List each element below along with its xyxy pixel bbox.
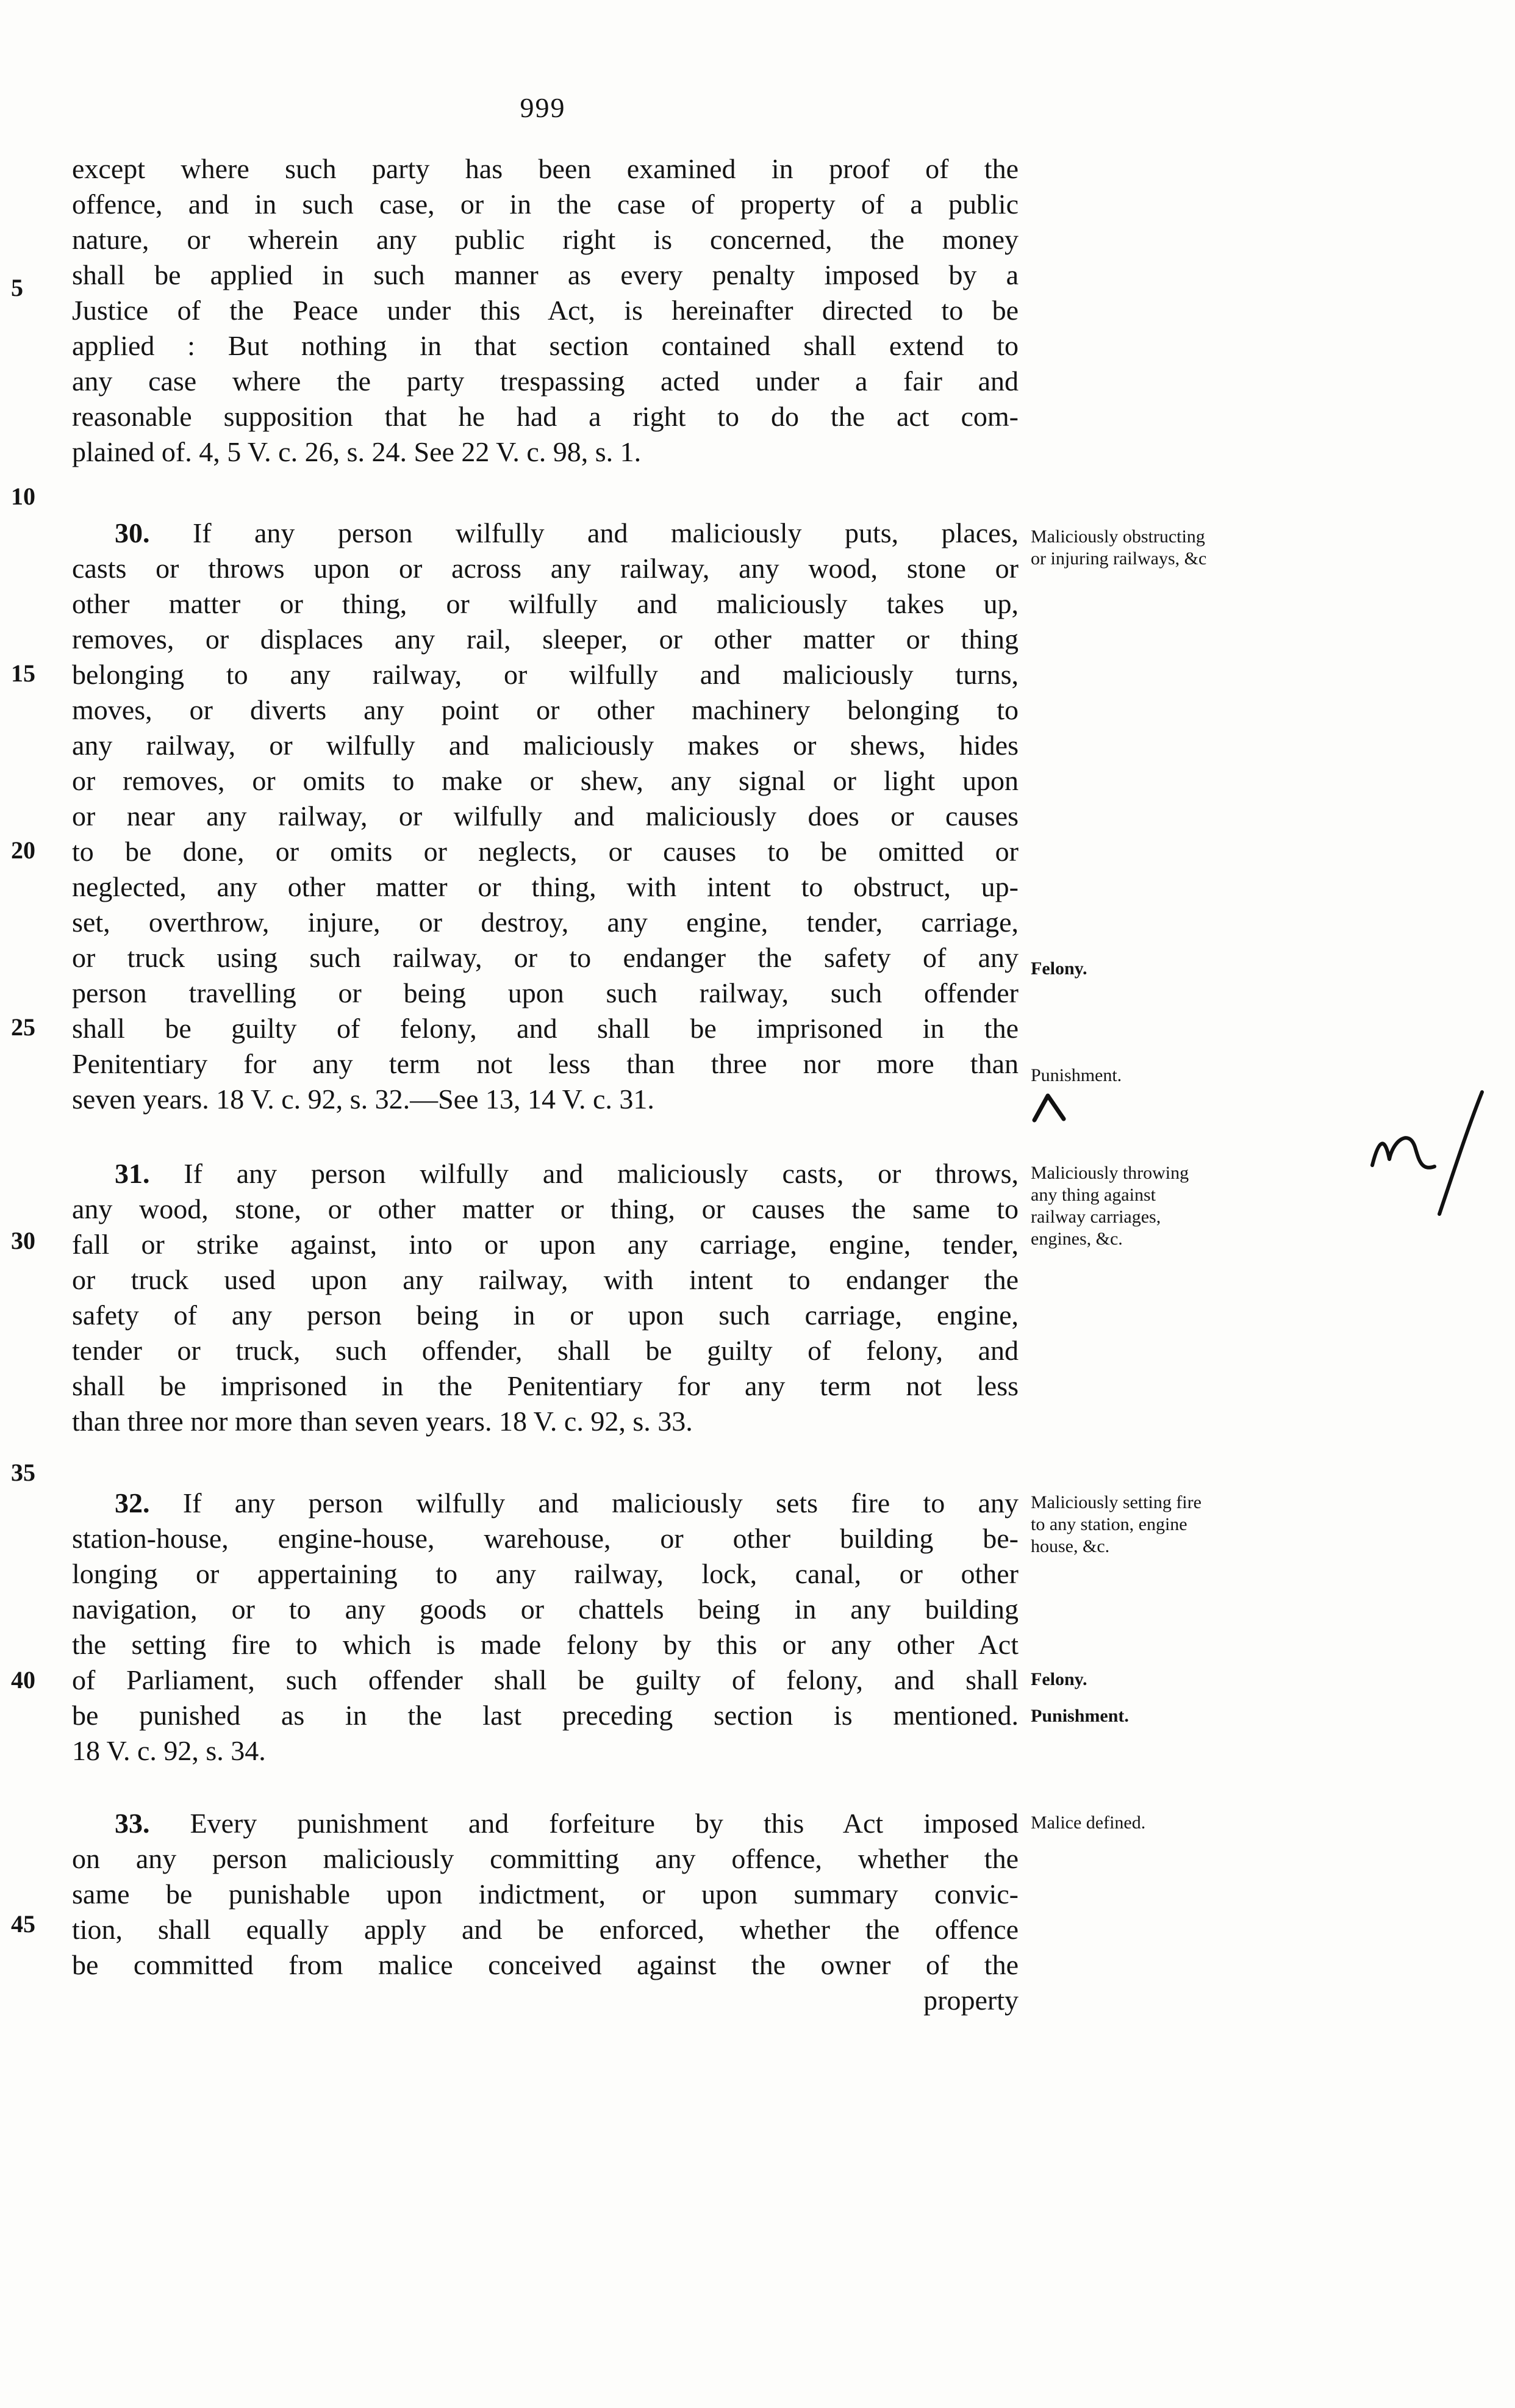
section-33 bbox=[72, 1806, 1019, 2018]
margin-note-s30-punishment: Punishment. bbox=[1031, 1065, 1122, 1085]
line-number: 25 bbox=[11, 1013, 35, 1041]
text-line: seven years. 18 V. c. 92, s. 32.—See 13, 14 V. c. 31. bbox=[72, 1084, 654, 1115]
text-line: applied : But nothing in that section contained shall extend to bbox=[72, 330, 1019, 361]
text-line: shall be applied in such manner as every penalty imposed by a bbox=[72, 259, 1019, 290]
line-text: If any person wilfully and maliciously sets fire to any bbox=[182, 1487, 1019, 1518]
text-line: the setting fire to which is made felony by this or any other Act bbox=[72, 1629, 1019, 1660]
text-line: to be done, or omits or neglects, or causes to be omitted or bbox=[72, 836, 1019, 867]
text-line: or truck using such railway, or to endanger the safety of any bbox=[72, 942, 1019, 973]
text-line: any wood, stone, or other matter or thing, or causes the same to bbox=[72, 1193, 1019, 1224]
text-line: navigation, or to any goods or chattels being in any building bbox=[72, 1594, 1019, 1625]
text-line: offence, and in such case, or in the case of property of a public bbox=[72, 189, 1019, 220]
text-line: or near any railway, or wilfully and maliciously does or causes bbox=[72, 800, 1019, 832]
text-line: other matter or thing, or wilfully and maliciously takes up, bbox=[72, 588, 1019, 619]
line-number: 20 bbox=[11, 836, 35, 864]
text-line bbox=[72, 1156, 1019, 1191]
text-line: tender or truck, such offender, shall be guilty of felony, and bbox=[72, 1335, 1019, 1366]
page-number: 999 bbox=[520, 92, 566, 123]
text-line: or removes, or omits to make or shew, any signal or light upon bbox=[72, 765, 1019, 796]
text-line: set, overthrow, injure, or destroy, any engine, tender, carriage, bbox=[72, 907, 1019, 938]
text-line: removes, or displaces any rail, sleeper, or other matter or thing bbox=[72, 624, 1019, 655]
text-line: Justice of the Peace under this Act, is hereinafter directed to be bbox=[72, 295, 1019, 326]
line-text: If any person wilfully and maliciously casts, or throws, bbox=[184, 1158, 1019, 1189]
text-line: 18 V. c. 92, s. 34. bbox=[72, 1735, 266, 1766]
line-number: 45 bbox=[11, 1910, 35, 1938]
text-line: casts or throws upon or across any railway, any wood, stone or bbox=[72, 553, 1019, 584]
paragraph-continuation bbox=[72, 151, 1019, 470]
text-line: Penitentiary for any term not less than three nor more than bbox=[72, 1048, 1019, 1079]
line-number: 15 bbox=[11, 660, 35, 687]
section-32 bbox=[72, 1486, 1019, 1769]
section-number: 33. bbox=[115, 1808, 150, 1839]
caret-mark-icon bbox=[1031, 1092, 1067, 1123]
catchword: property bbox=[923, 1985, 1019, 2016]
line-text: Every punishment and forfeiture by this Act imposed bbox=[190, 1808, 1019, 1839]
text-line: neglected, any other matter or thing, with intent to obstruct, up- bbox=[72, 871, 1019, 902]
text-line: be punished as in the last preceding section is mentioned. bbox=[72, 1700, 1019, 1731]
text-line: tion, shall equally apply and be enforced, whether the offence bbox=[72, 1914, 1019, 1945]
line-text: If any person wilfully and maliciously puts, places, bbox=[192, 517, 1019, 548]
margin-note-s32-punishment: Punishment. bbox=[1031, 1706, 1129, 1726]
text-line: reasonable supposition that he had a right to do the act com- bbox=[72, 401, 1019, 432]
margin-note-s31-heading: Maliciously throwing any thing against railway carriages, engines, &c. bbox=[1031, 1163, 1189, 1249]
text-line: same be punishable upon indictment, or upon summary convic- bbox=[72, 1878, 1019, 1910]
section-number: 30. bbox=[115, 517, 150, 548]
text-line: shall be imprisoned in the Penitentiary for any term not less bbox=[72, 1370, 1019, 1401]
text-line: station-house, engine-house, warehouse, or other building be- bbox=[72, 1523, 1019, 1554]
text-line bbox=[72, 516, 1019, 551]
text-line: or truck used upon any railway, with intent to endanger the bbox=[72, 1264, 1019, 1295]
margin-note-s32-heading: Maliciously setting fire to any station, engine house, &c. bbox=[1031, 1492, 1202, 1556]
line-number: 40 bbox=[11, 1666, 35, 1694]
text-line: moves, or diverts any point or other machinery belonging to bbox=[72, 694, 1019, 725]
text-line: nature, or wherein any public right is concerned, the money bbox=[72, 224, 1019, 255]
text-line: fall or strike against, into or upon any carriage, engine, tender, bbox=[72, 1229, 1019, 1260]
text-line: belonging to any railway, or wilfully and maliciously turns, bbox=[72, 659, 1019, 690]
handwritten-mark-icon bbox=[1366, 1086, 1500, 1220]
section-31 bbox=[72, 1156, 1019, 1439]
margin-note-s30-heading: Maliciously obstructing or injuring railways, &c bbox=[1031, 527, 1207, 569]
text-line bbox=[72, 1806, 1019, 1841]
line-number: 10 bbox=[11, 483, 35, 510]
text-line: be committed from malice conceived against the owner of the bbox=[72, 1949, 1019, 1980]
text-line: shall be guilty of felony, and shall be imprisoned in the bbox=[72, 1013, 1019, 1044]
text-line: person travelling or being upon such railway, such offender bbox=[72, 977, 1019, 1008]
text-line: safety of any person being in or upon such carriage, engine, bbox=[72, 1299, 1019, 1331]
section-number: 31. bbox=[115, 1158, 150, 1189]
text-line: any railway, or wilfully and maliciously makes or shews, hides bbox=[72, 730, 1019, 761]
text-line: any case where the party trespassing acted under a fair and bbox=[72, 365, 1019, 397]
margin-note-s33-heading: Malice defined. bbox=[1031, 1813, 1146, 1833]
text-line: of Parliament, such offender shall be guilty of felony, and shall bbox=[72, 1664, 1019, 1695]
line-number: 5 bbox=[11, 274, 23, 301]
margin-note-s32-felony: Felony. bbox=[1031, 1669, 1087, 1689]
margin-note-s30-felony: Felony. bbox=[1031, 958, 1087, 979]
section-number: 32. bbox=[115, 1487, 150, 1518]
text-line: on any person maliciously committing any offence, whether the bbox=[72, 1843, 1019, 1874]
section-30 bbox=[72, 516, 1019, 1117]
line-number: 30 bbox=[11, 1227, 35, 1254]
text-line: plained of. 4, 5 V. c. 26, s. 24. See 22 V. c. 98, s. 1. bbox=[72, 436, 642, 467]
text-line: than three nor more than seven years. 18 V. c. 92, s. 33. bbox=[72, 1406, 693, 1437]
text-line bbox=[72, 1486, 1019, 1521]
text-line: except where such party has been examined in proof of the bbox=[72, 153, 1019, 184]
line-number: 35 bbox=[11, 1459, 35, 1486]
text-line: longing or appertaining to any railway, lock, canal, or other bbox=[72, 1558, 1019, 1589]
